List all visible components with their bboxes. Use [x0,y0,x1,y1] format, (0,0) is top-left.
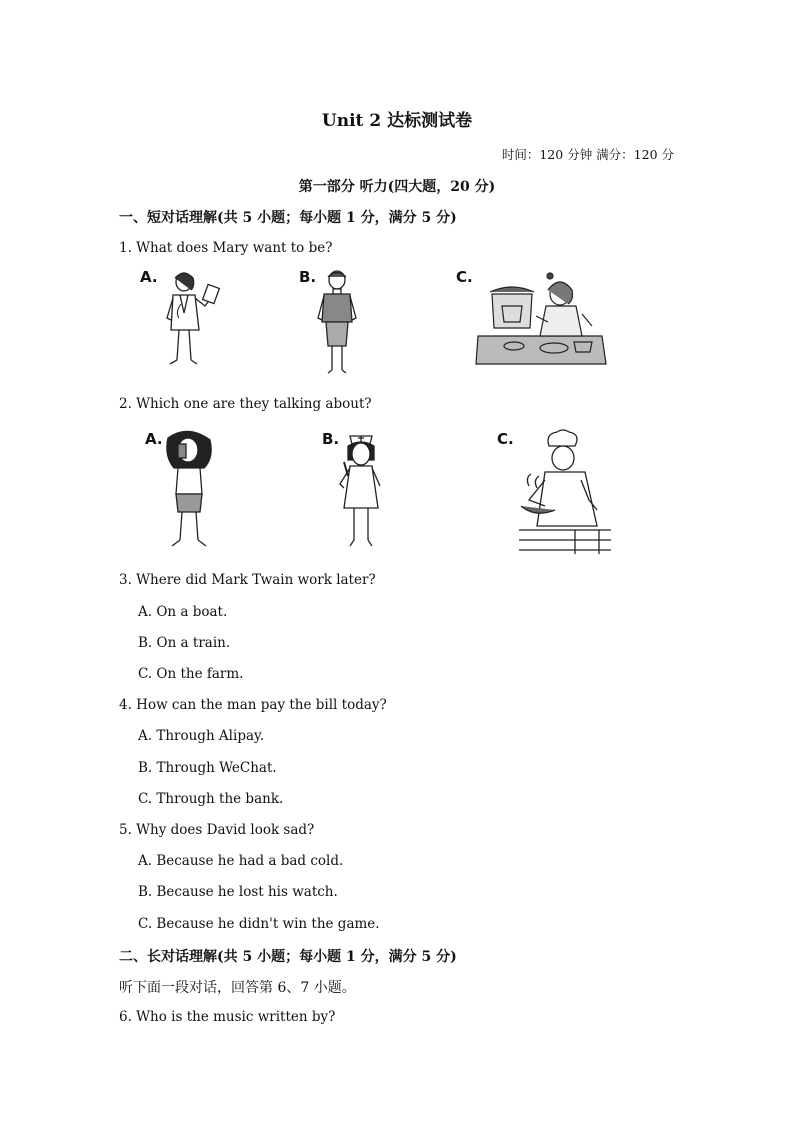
part-one-heading: 第一部分 听力(四大题，20 分) [298,179,496,195]
doctor-figure [155,268,225,372]
q2-option-c-label: C. [497,430,514,448]
q3-option-c: C. On the farm. [138,666,244,682]
question-2: 2. Which one are they talking about? [119,396,372,412]
chef-figure [515,430,613,554]
section2-heading: 二、长对话理解(共 5 小题；每小题 1 分，满分 5 分) [119,949,457,965]
page-title: Unit 2 达标测试卷 [321,111,473,131]
section2-instruction: 听下面一段对话，回答第 6、7 小题。 [119,980,356,996]
question-1: 1. What does Mary want to be? [119,240,333,256]
nurse-figure [336,428,386,552]
woman-on-phone-figure [160,428,218,550]
woman-at-desk-figure [474,266,609,372]
question-6: 6. Who is the music written by? [119,1009,336,1025]
q3-option-b: B. On a train. [138,635,231,651]
question-4: 4. How can the man pay the bill today? [119,697,387,713]
q5-option-a: A. Because he had a bad cold. [138,853,344,869]
question-3: 3. Where did Mark Twain work later? [119,572,376,588]
q2-option-b-label: B. [322,430,340,448]
question-5: 5. Why does David look sad? [119,822,315,838]
woman-in-suit-figure [312,266,362,376]
q1-option-c-label: C. [456,268,473,286]
q4-option-c: C. Through the bank. [138,791,284,807]
q1-option-a-label: A. [140,268,158,286]
q4-option-b: B. Through WeChat. [138,760,277,776]
section1-heading: 一、短对话理解(共 5 小题；每小题 1 分，满分 5 分) [119,210,457,226]
q2-option-a-label: A. [145,430,163,448]
exam-meta: 时间：120 分钟 满分：120 分 [501,147,674,162]
q5-option-c: C. Because he didn't win the game. [138,916,380,932]
q4-option-a: A. Through Alipay. [138,728,265,744]
q3-option-a: A. On a boat. [138,604,228,620]
q5-option-b: B. Because he lost his watch. [138,884,338,900]
q1-option-b-label: B. [299,268,317,286]
